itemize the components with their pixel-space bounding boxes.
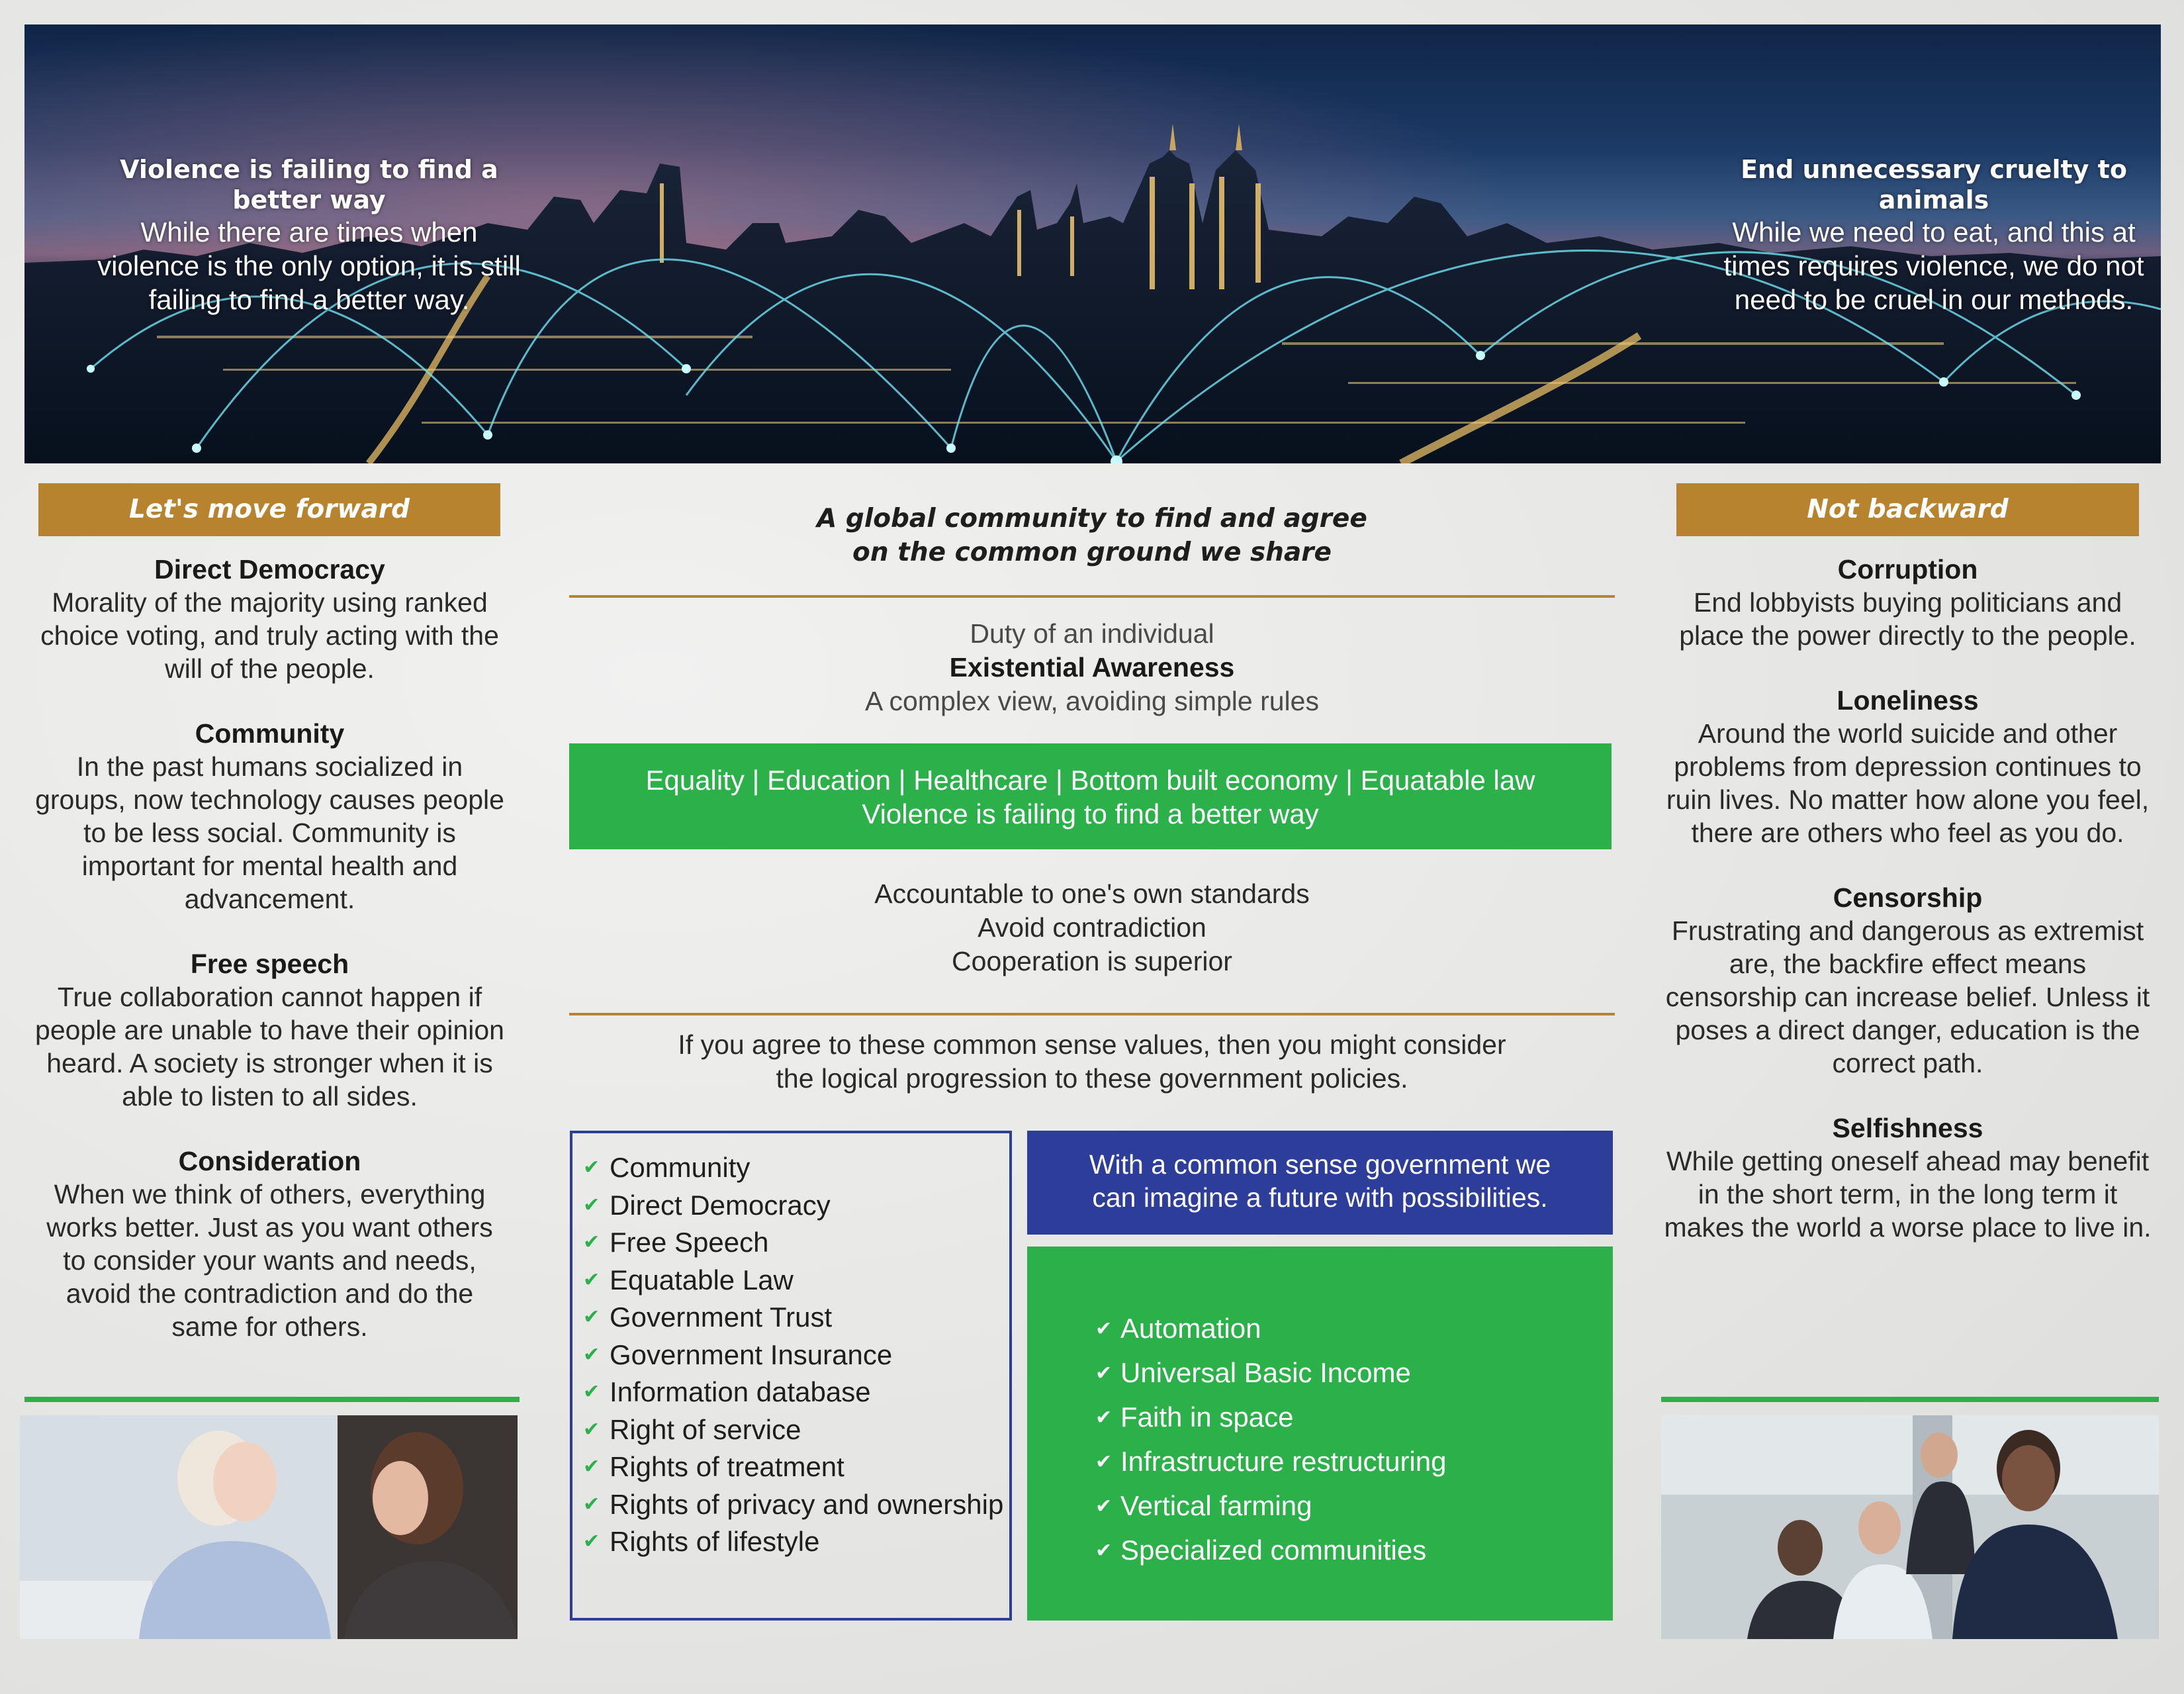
- list-item: [1095, 1306, 1597, 1350]
- policy-label: Rights of privacy and ownership: [610, 1488, 1004, 1520]
- move-forward-heading: Let's move forward: [38, 483, 500, 536]
- principle-item: Cooperation is superior: [952, 946, 1232, 976]
- duty-section: [569, 617, 1615, 718]
- topic-loneliness: [1661, 684, 2154, 849]
- policy-label: Rights of treatment: [610, 1451, 844, 1482]
- list-item: [1095, 1439, 1597, 1483]
- left-topics: [33, 553, 506, 1375]
- check-icon: ✔: [583, 1456, 600, 1478]
- banner-right-body: While we need to eat, and this at times requires violence, we do not need to be cruel in our methods.: [1723, 216, 2144, 315]
- policy-label: Government Trust: [610, 1301, 833, 1333]
- topic-body: True collaboration cannot happen if people are unable to have their opinion heard. A society is stronger when it is able to listen to all sides.: [35, 982, 504, 1111]
- policy-label: Government Insurance: [610, 1339, 893, 1370]
- list-item: [1095, 1483, 1597, 1528]
- right-divider: [1661, 1397, 2159, 1402]
- future-label: Infrastructure restructuring: [1120, 1446, 1447, 1477]
- check-icon: ✔: [583, 1530, 600, 1552]
- list-item: [583, 1374, 1004, 1411]
- topic-title: Direct Democracy: [154, 554, 385, 585]
- list-item: [583, 1411, 1004, 1449]
- check-icon: ✔: [583, 1231, 600, 1253]
- topic-body: When we think of others, everything works better. Just as you want others to consider your wants and needs, avoid the contradiction and do the same for others.: [46, 1179, 493, 1342]
- future-label: Vertical farming: [1120, 1490, 1312, 1521]
- check-icon: ✔: [583, 1194, 600, 1216]
- topic-title: Community: [195, 718, 345, 749]
- topic-consideration: [33, 1145, 506, 1343]
- topic-free-speech: [33, 947, 506, 1113]
- check-icon: ✔: [1095, 1318, 1113, 1340]
- topic-title: Censorship: [1833, 882, 1983, 913]
- list-item: [583, 1448, 1004, 1486]
- topic-body: Frustrating and dangerous as extremist are, the backfire effect means censorship can increase belief. Unless it poses a direct danger, education is the correct path.: [1665, 916, 2150, 1078]
- right-topics: [1661, 553, 2154, 1276]
- consider-text: [569, 1028, 1615, 1096]
- list-item: [1095, 1350, 1597, 1395]
- banner-right-message: [1709, 154, 2159, 316]
- list-item: [583, 1262, 1004, 1299]
- business-people-photo: [1661, 1415, 2159, 1639]
- city-network-banner: [24, 24, 2161, 463]
- topic-title: Free speech: [190, 949, 349, 979]
- topic-selfishness: [1661, 1111, 2154, 1244]
- list-item: [583, 1224, 1004, 1262]
- check-icon: ✔: [583, 1156, 600, 1178]
- existential-awareness-title: Existential Awareness: [949, 652, 1235, 682]
- policy-label: Equatable Law: [610, 1264, 794, 1295]
- tagline-line-1: A global community to find and agree: [817, 504, 1367, 534]
- gold-divider: [569, 1013, 1615, 1015]
- principle-item: Avoid contradiction: [978, 912, 1206, 943]
- policy-box: [570, 1131, 1012, 1621]
- list-item: [583, 1523, 1004, 1561]
- future-list-box: [1027, 1247, 1613, 1621]
- consider-line-2: the logical progression to these government policies.: [776, 1063, 1408, 1094]
- topic-community: [33, 717, 506, 916]
- core-values-line-1: Equality | Education | Healthcare | Bottom built economy | Equatable law: [645, 765, 1535, 796]
- banner-left-title: Violence is failing to find a better way: [120, 155, 498, 214]
- policy-label: Direct Democracy: [610, 1189, 831, 1221]
- list-item: [1095, 1528, 1597, 1572]
- list-item: [583, 1187, 1004, 1225]
- topic-title: Corruption: [1837, 554, 1978, 585]
- duty-label: Duty of an individual: [970, 618, 1214, 649]
- list-item: [583, 1149, 1004, 1187]
- tagline: [569, 502, 1615, 569]
- list-item: [1095, 1395, 1597, 1439]
- list-item: [583, 1299, 1004, 1337]
- policy-label: Free Speech: [610, 1227, 769, 1258]
- policy-label: Right of service: [610, 1413, 801, 1445]
- principles-list: [569, 877, 1615, 978]
- topic-body: Morality of the majority using ranked choice voting, and truly acting with the will of the people.: [40, 587, 499, 684]
- list-item: [583, 1337, 1004, 1374]
- topic-body: Around the world suicide and other problems from depression continues to ruin lives. No matter how alone you feel, there are others who feel as you do.: [1666, 718, 2150, 848]
- topic-title: Loneliness: [1837, 685, 1979, 716]
- future-label: Automation: [1120, 1313, 1261, 1344]
- check-icon: ✔: [583, 1381, 600, 1403]
- future-label: Faith in space: [1120, 1401, 1294, 1433]
- check-icon: ✔: [583, 1343, 600, 1366]
- policy-label: Rights of lifestyle: [610, 1526, 820, 1557]
- check-icon: ✔: [583, 1493, 600, 1515]
- complex-view-text: A complex view, avoiding simple rules: [865, 686, 1319, 716]
- topic-body: While getting oneself ahead may benefit in the short term, in the long term it makes the world a worse place to live in.: [1664, 1146, 2152, 1243]
- banner-left-body: While there are times when violence is the only option, it is still failing to find a better way.: [97, 216, 521, 315]
- policy-list: [583, 1149, 1004, 1561]
- check-icon: ✔: [1095, 1540, 1113, 1562]
- principle-item: Accountable to one's own standards: [874, 878, 1310, 909]
- check-icon: ✔: [1095, 1495, 1113, 1517]
- gold-divider: [569, 595, 1615, 598]
- future-label: Universal Basic Income: [1120, 1357, 1411, 1388]
- topic-direct-democracy: [33, 553, 506, 685]
- check-icon: ✔: [1095, 1362, 1113, 1384]
- consider-line-1: If you agree to these common sense values, then you might consider: [678, 1029, 1506, 1060]
- list-item: [583, 1486, 1004, 1524]
- check-icon: ✔: [1095, 1407, 1113, 1429]
- topic-body: End lobbyists buying politicians and place the power directly to the people.: [1679, 587, 2136, 651]
- check-icon: ✔: [583, 1268, 600, 1291]
- topic-corruption: [1661, 553, 2154, 652]
- future-label: Specialized communities: [1120, 1534, 1427, 1566]
- core-values-line-2: Violence is failing to find a better way: [862, 798, 1319, 829]
- banner-left-message: [97, 154, 521, 316]
- topic-censorship: [1661, 881, 2154, 1080]
- left-divider: [24, 1397, 520, 1402]
- core-values-band: [569, 743, 1612, 849]
- check-icon: ✔: [1095, 1451, 1113, 1473]
- topic-title: Consideration: [178, 1146, 361, 1176]
- topic-title: Selfishness: [1832, 1113, 1983, 1143]
- banner-right-title: End unnecessary cruelty to animals: [1741, 155, 2127, 214]
- policy-label: Community: [610, 1152, 751, 1183]
- tagline-line-2: on the common ground we share: [852, 538, 1332, 567]
- topic-body: In the past humans socialized in groups, now technology causes people to be less social. Community is important for mental health and advancement.: [35, 751, 504, 914]
- two-women-talking-photo: [20, 1415, 518, 1639]
- check-icon: ✔: [583, 1306, 600, 1328]
- future-list: [1095, 1306, 1597, 1572]
- not-backward-heading: Not backward: [1676, 483, 2139, 536]
- future-line-2: can imagine a future with possibilities.: [1092, 1182, 1548, 1213]
- future-possibilities-banner: [1027, 1131, 1613, 1235]
- check-icon: ✔: [583, 1418, 600, 1440]
- future-line-1: With a common sense government we: [1089, 1149, 1551, 1180]
- policy-label: Information database: [610, 1376, 871, 1407]
